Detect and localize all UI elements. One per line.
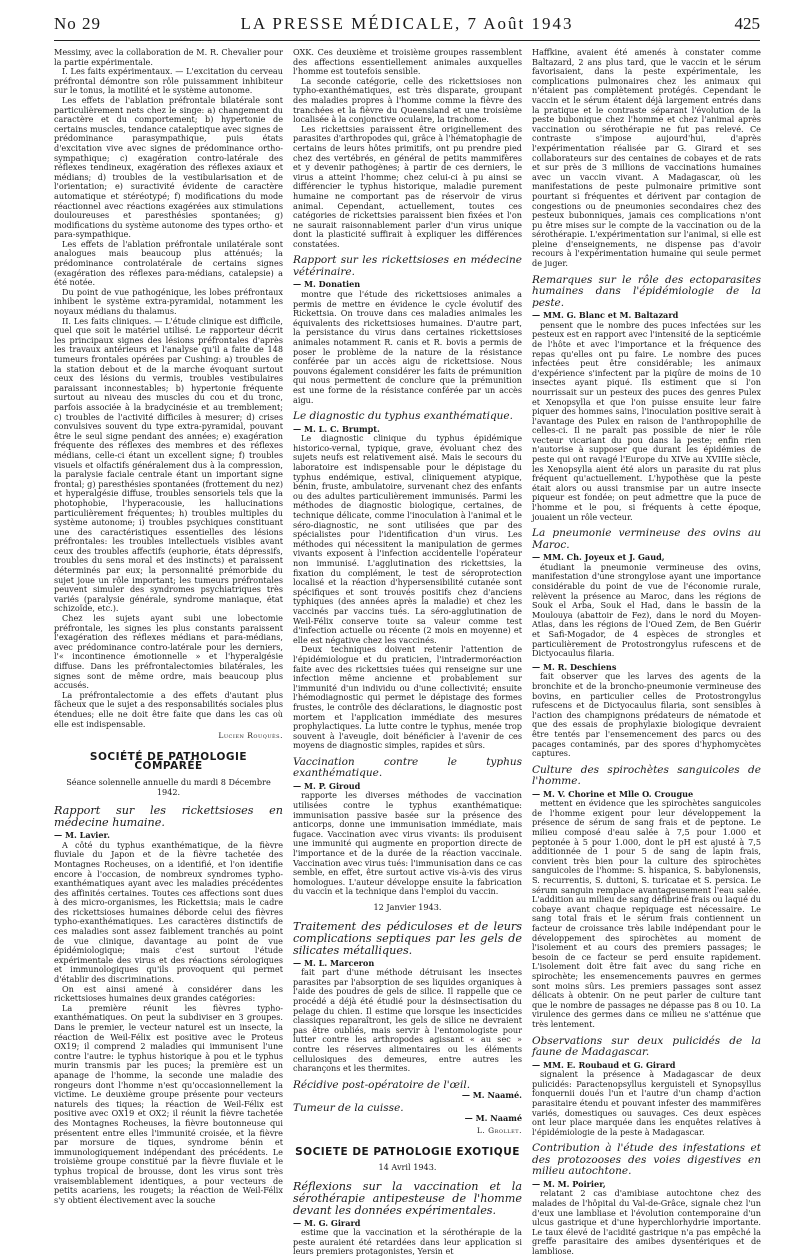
column-right bbox=[532, 47, 761, 1256]
paragraph: I. Les faits expérimentaux. — L'excitation du cerveau préfrontal démontre son rôle puissamment inhibiteur sur le tonus, la motilité et le système autonome. bbox=[54, 66, 283, 96]
article-title: Contribution à l'étude des infestations et des protozooses des voies digestives en milieu autochtone. bbox=[532, 1142, 761, 1178]
article-author: — M. P. Giroud bbox=[293, 780, 361, 791]
article-author: — M. V. Chorine et Mlle O. Crougue bbox=[532, 788, 694, 799]
paragraph: A côté du typhus exanthématique, de la fièvre fluviale du Japon et de la fièvre tachetée des Montagnes Rocheuses, on a identifié, et l'on identifie encore à l'occasion, de nombreux syndromes typho-exanthématiques ayant avec les maladies précédentes des affinités certaines. Toutes ces affections sont dues à des micro-organismes, les Rickettsia; mais le cadre des rickettsioses humaines déborde celui des fièvres typho-exanthématiques. Les caractères distinctifs de ces maladies sont assez faiblement tranchés au point de vue clinique, davantage au point de vue épidémiologique; mais c'est surtout l'étude expérimentale des virus et des réactions sérologiques et immunologiques qu'ils provoquent qui permet d'établir des discriminations. bbox=[54, 839, 283, 985]
paragraph: Chez les sujets ayant subi une lobectomie préfrontale, les signes les plus constants paraissent l'exagération des réflexes médians et para-médians, avec prédominance contro-latérale pour les derniers, l'« incontinence émotionnelle » et l'hyperalgésie diffuse. Dans les préfrontalectomies bilatérales, les signes sont de même ordre, mais beaucoup plus accusés. bbox=[54, 613, 283, 691]
paragraph: relatant 2 cas d'amibiase autochtone chez des malades de l'hôpital du Val-de-Grâce, signale chez l'un d'eux une lambliase et l'évolution contemporaine d'un ulcus gastrique et d'une hyperchlorhydrie importante. Le taux élevé de l'acidité gastrique n'a pas empêché la greffe parasitaire des amibes dysentériques et de lambliose. bbox=[532, 1188, 761, 1256]
paragraph: fait part d'une méthode détruisant les insectes parasites par l'absorption de ses liquides organiques à l'aide des poudres de gels de silice. Il rappelle que ce procédé a déjà été étudié pour la désinsectisation du pelage du chien. Il estime que lorsque les insecticides classiques reparaîtront, les gels de silice ne devraient pas être oubliés, mais servir à l'entomologiste pour lutter contre les arthropodes agissant « au sec » contre les réserves alimentaires ou les éléments cellulosiques des demeures, entre autres les charançons et les thermites. bbox=[293, 967, 522, 1074]
article-author: — M. Naamé bbox=[464, 1113, 522, 1124]
article-author: — M. M. Poirier, bbox=[532, 1178, 606, 1189]
header-rule bbox=[54, 40, 760, 41]
column-middle bbox=[293, 47, 522, 1257]
paragraph: rapporte les diverses méthodes de vaccination utilisées contre le typhus exanthématique: immunisation passive basée sur la présence des anticorps, donne une immunisation immédiate, mais fugace. Vaccination avec virus vivants: ils produisent une immunité qui augmente en proportion directe de l'importance et de la durée de la réaction vaccinale. Vaccination avec virus tués: l'immunisation dans ce cas semble, en effet, être surtout active vis-à-vis des virus homologues. L'auteur développe ensuite la fabrication du vaccin et la technique dans l'emploi du vaccin. bbox=[293, 790, 522, 897]
paragraph: Les effets de l'ablation préfrontale unilatérale sont analogues mais beaucoup plus atténués; la prédominance controlatérale de certains signes (exagération des réflexes para-médians, catalepsie) a été notée. bbox=[54, 238, 283, 288]
article-title: Remarques sur le rôle des ectoparasites humaines dans l'épidémiologie de la peste. bbox=[532, 273, 761, 309]
paragraph: montre que l'étude des rickettsioses animales a permis de mettre en évidence le cycle évolutif des Rickettsia. On trouve dans ces maladies animales les équivalents des rickettsioses humaines. D'autre part, la persistance du virus dans certaines rickettsioses animales notamment R. canis et R. bovis a permis de poser le problème de la nature de la résistance conférée par un accès aigu de rickettsiose. Nous pouvons également considérer les faits de prémunition qui nous permettent de conclure que la prémunition est une forme de la résistance conférée par un accès aigu. bbox=[293, 289, 522, 405]
article-author: — MM. E. Roubaud et G. Girard bbox=[532, 1059, 676, 1070]
page-number: 425 bbox=[734, 14, 760, 33]
paragraph: La seconde catégorie, celle des rickettsioses non typho-exanthématiques, est très disparate, groupant des maladies propres à l'homme comme la fièvre des tranchées et la fièvre du Queensland et une troisième localisée à la conjonctive oculaire, la trachome. bbox=[293, 75, 522, 125]
paragraph: étudiant la pneumonie vermineuse des ovins, manifestation d'une strongylose ayant une importance considérable du point de vue de l'économie rurale, relèvent la présence au Maroc, dans les régions de Souk el Arba, Souk el Had, dans le bassin de la Moulouya (abattoir de Fez), dans le nord du Moyen-Atlas, dans les régions de l'Oued Zem, de Ben Guérir et Safi-Mogador, de 4 espèces de strongles et particulièrement de Protostrongylus rufescens et de Dictyocaulus filaria. bbox=[532, 561, 761, 659]
article-title: Le diagnostic du typhus exanthématique. bbox=[293, 410, 513, 423]
session-date: Séance solennelle annuelle du mardi 8 Décembre 1942. bbox=[66, 776, 271, 797]
paragraph: II. Les faits cliniques. — L'étude clinique est difficile, quel que soit le matériel utilisé. Le rapporteur décrit les principaux signes des lésions préfrontales d'après les travaux antérieurs et l'analyse qu'il a faite de 148 tumeurs frontales opérées par Cushing: a) troubles de la station debout et de la marche évoquant surtout ceux des lésions du vermis, troubles vestibulaires paraissant inconnestables; b) hypertonie fréquente surtout au niveau des muscles du cou et du tronc, parfois associée à la bradycinésie et au tremblement; c) troubles de l'activité difficiles à mesurer; d) crises convulsives souvent du type extra-pyramidal, pouvant être le seul signe pendant des années; e) exagération fréquente des réflexes des membres et des réflexes médians, celle-ci étant un excellent signe; f) troubles visuels et olfactifs généralement dus à la compression, la paralysie faciale centrale étant un important signe frontal; g) paresthésies spontanées (frottement du nez) et hyperalgésie diffuse, troubles sensoriels tels que la photophobie, l'hyperacousie, les hallucinations particulièrement fréquentes; h) troubles multiples du système autonome; i) troubles psychiques constituant une des caractéristiques essentielles des lésions préfrontales: les troubles intellectuels visibles avant ceux des troubles affectifs (euphorie, états dépressifs, troubles du sens moral et des instincts) et paraissent déterminés par eux; la personnalité prémorbide du sujet joue un rôle important; les tumeurs préfrontales peuvent simuler des syndromes psychiatriques très variés (paralysie générale, syndrome maniaque, état schizoïde, etc.). bbox=[54, 315, 283, 614]
paragraph: Le diagnostic clinique du typhus épidémique historico-vernal, typique, grave, évoluant chez des sujets neufs est relativement aisé. Mais le secours du laboratoire est indispensable pour le dépistage du typhus endémique, estival, cliniquement atypique, bénin, fruste, ambulatoire, survenant chez des enfants ou des adultes particulièrement immunisés. Parmi les méthodes de diagnostic biologique, certaines, de technique délicate, comme l'inoculation à l'animal et le séro-diagnostic, ne sont utilisées que par des spécialistes pour l'identification d'un virus. Les méthodes qui nécessitent la manipulation de germes vivants exposent à l'infection accidentelle l'opérateur non immunisé. L'agglutination des rickettsies, la fixation du complément, le test de séroprotection localisé et la réaction d'hypersensibilité cutanée sont spécifiques et sont trouvés positifs chez d'anciens typhiques (des années après la maladie) et chez les vaccinés par vaccins tués. La séro-agglutination de Weil-Félix conserve toute sa valeur comme test d'infection actuelle ou récente (2 mois en moyenne) et elle est négative chez les vaccinés. bbox=[293, 433, 522, 645]
paragraph: On est ainsi amené à considérer dans les rickettsioses humaines deux grandes catégories: bbox=[54, 983, 283, 1004]
column-left bbox=[54, 47, 283, 1205]
article-author: — M. Naamé. bbox=[461, 1090, 522, 1101]
paragraph: pensent que le nombre des puces infectées sur les pesteux est en rapport avec l'intensité de la septicémie de l'hôte et avec l'importance et la fréquence des repas qu'elles ont pu faire. Le nombre des puces infectées peut être considérable; les animaux d'expérience s'infectent par la piqûre de moins de 10 insectes ayant piqué. Ils estiment que si l'on nourrissait sur un pesteux des puces des genres Pulex et Xenopsylla et que l'on puisse ensuite leur faire piquer des hommes sains, l'inoculation positive serait à l'avantage des Pulex en raison de l'anthropophilie de celles-ci. Il ne paraît pas possible de nier le rôle vecteur vicariant du pou dans la peste; enfin rien n'autorise à supposer que durant les épidémies de peste qui ont ravagé l'Europe du XIVe au XVIIIe siècle, les Xenopsylla aient été alors un parasite du rat plus fréquent qu'actuellement. L'hypothèse que la peste était alors ou aussi transmise par un autre insecte piqueur est fondée; on peut admettre que la puce de l'homme et le pou, si fréquents à cette époque, jouaient un rôle vecteur. bbox=[532, 319, 761, 522]
article-title: Vaccination contre le typhus exanthématique. bbox=[293, 755, 522, 780]
session-date: 12 Janvier 1943. bbox=[373, 902, 442, 912]
paragraph: Du point de vue pathogénique, les lobes préfrontaux inhibent le système extra-pyramidal, notamment les noyaux médians du thalamus. bbox=[54, 286, 283, 317]
paragraph: fait observer que les larves des agents de la bronchite et de la broncho-pneumonie vermineuse des bovins, en particulier celles de Protostrongylus rufescens et de Dictyocaulus filaria, sont sensibles à l'action des champignons prédateurs de nématode et que des essais de prophylaxie biologique devraient être tentés par l'ensemencement des parcs ou des pacages contaminés, par des spores d'hyphomycètes captures. bbox=[532, 671, 761, 759]
article-title: Tumeur de la cuisse. bbox=[293, 1101, 404, 1114]
article-title: Rapport sur les rickettsioses en médecine vétérinaire. bbox=[293, 254, 522, 278]
journal-title: LA PRESSE MÉDICALE, 7 Août 1943 bbox=[240, 14, 574, 33]
section-heading: SOCIETE DE PATHOLOGIE EXOTIQUE bbox=[295, 1145, 520, 1158]
paragraph: La préfrontalectomie a des effets d'autant plus fâcheux que le sujet a des responsabilités sociales plus étendues; elle ne doit être faite que dans les cas où elle est indispensable. bbox=[54, 689, 283, 729]
article-author: — MM. Ch. Joyeux et J. Gaud, bbox=[532, 552, 665, 563]
page-header bbox=[54, 14, 760, 38]
article-title: Observations sur deux pulicidés de la faune de Madagascar. bbox=[532, 1034, 761, 1059]
author-signature: Lucien Rouquès. bbox=[218, 731, 283, 741]
paragraph: signalent la présence à Madagascar de deux pulicidés: Paractenopsyllus kerguisteli et Synopsyllus fonquernii doués l'un et l'autre d'un champ d'action parasitaire étendu et pouvant infester des mammifères variés, domestiques ou sauvages. Ces deux espèces ont leur place marquée dans les enquêtes relatives à l'épidémiologie de la peste à Madagascar. bbox=[532, 1069, 761, 1137]
paragraph: Haffkine, avaient été amenés à constater comme Baltazard, 2 ans plus tard, que le vaccin et le sérum favorisaient, dans la peste expérimentale, les complications pulmonaires chez les animaux qui n'étaient pas complètement protégés. Cependant le vaccin et le sérum étaient déjà largement entrés dans la pratique et le contraste séparant l'évolution de la peste bubonique chez l'homme et chez l'animal après vaccination ou sérothérapie ne fut pas relevé. Ce contraste s'impose aujourd'hui, d'après l'expérimentation réalisée par G. Girard et ses collaborateurs sur des centaines de cobayes et de rats et sur près de 3 millions de vaccinations humaines avec un vaccin vivant. A Madagascar, où les manifestations de peste pulmonaire primitive sont pourtant si fréquentes et dérivent par contagion de congestions ou de pneumonies secondaires chez des pesteux bubonniques, jamais ces complications n'ont pu être mises sur le compte de la vaccination ou de la sérothérapie. L'expérimentation sur l'animal, si elle est pleine d'enseignements, ne dispense pas d'avoir recours à l'expérimentation humaine qui seule permet de juger. bbox=[532, 47, 761, 269]
paragraph: Les effets de l'ablation préfrontale bilatérale sont particulièrement nets chez le singe: a) changement du caractère et du comportement; b) hypertonie de certains muscles, tendance cataleptique avec signes de prédominance parasympathique, puis états d'excitation vive avec signes de prédominance ortho-sympathique; c) exagération contro-latérale des réflexes tendineux, exagération des réflexes axiaux et médians; d) troubles de la vestibularisation et de l'orientation; e) suractivité évidente de caractère automatique et stéréotypé; f) modifications du mode réactionnel avec réactions exagérées aux stimulations douloureuses et paresthésies spontanées; g) modifications du système autonome des types ortho- et para-sympathique. bbox=[54, 94, 283, 240]
article-author: — M. G. Girard bbox=[293, 1217, 361, 1228]
article-title: Culture des spirochètes sanguicoles de l'homme. bbox=[532, 763, 761, 788]
article-author: — M. Donatien bbox=[293, 279, 361, 290]
article-title: Rapport sur les rickettsioses en médecine humaine. bbox=[54, 804, 283, 830]
article-author: — MM. G. Blanc et M. Baltazard bbox=[532, 310, 679, 321]
author-signature: L. Grollet. bbox=[476, 1125, 522, 1135]
paragraph: Deux techniques doivent retenir l'attention de l'épidémiologue et du praticien, l'intradermoréaction faite avec des rickettsies tuées qui renseigne sur une infection même ancienne et probablement sur l'immunité d'un individu ou d'une collectivité; ensuite l'hémodiagnostic qui permet le dépistage des formes frustes, le contrôle des déclarations, le diagnostic post mortem et l'application immédiate des mesures prophylactiques. La lutte contre le typhus, menée trop souvent à l'aveugle, doit bénéficier à l'avenir de ces moyens de diagnostic simples, rapides et sûrs. bbox=[293, 644, 522, 751]
paragraph: OXK. Ces deuxième et troisième groupes rassemblent des affections essentiellement animales auxquelles l'homme est toutefois sensible. bbox=[293, 47, 522, 77]
paragraph: estime que la vaccination et la sérothérapie de la peste auraient été retardées dans leur application si leurs premiers protagonistes, Yersin et bbox=[293, 1227, 522, 1257]
article-author: — M. L. Marceron bbox=[293, 957, 375, 968]
article-title: Traitement des pédiculoses et de leurs complications septiques par les gels de silicates métalliques. bbox=[293, 919, 522, 957]
article-title: La pneumonie vermineuse des ovins au Maroc. bbox=[532, 527, 761, 551]
article-title: Réflexions sur la vaccination et la sérothérapie antipesteuse de l'homme devant les données expérimentales. bbox=[293, 1179, 522, 1217]
paragraph: mettent en évidence que les spirochètes sanguicoles de l'homme exigent pour leur développement la présence de sérum de sang frais et de peptone. Le milieu composé d'eau salée à 7,5 pour 1.000 et peptonée à 5 pour 1.000, dont le pH est ajusté à 7,5 additionnée de 1 pour 5 de sang de lapin frais, convient très bien pour la culture des spirochètes sanguicoles de l'homme: S. hispanica, S. babylonensis, S. recurrentis, S. duttoni, S. turicatae et S. persica. Le sérum sanguin remplace avantageusement l'eau salée. L'addition au milieu de sang défibriné frais ou laqué du cobaye avant chaque repiquage est nécessaire. Le sang total frais et le sérum frais contiennent un facteur de croissance très labile indépendant pour le développement des spirochètes au moment de l'isolement et au cours des premiers passages; le besoin de ce facteur se perd ensuite rapidement. L'isolement doit être fait avec du sang riche en spirochète; les ensemencements pauvres en germes sont moins sûrs. Les premiers passages sont assez délicats à obtenir. On ne peut parler de culture tant que le nombre de passages ne dépasse pas 8 ou 10. La virulence des germes dans ce milieu ne s'atténue que très lentement. bbox=[532, 798, 761, 1029]
article-title: Récidive post-opératoire de l'œil. bbox=[293, 1078, 471, 1091]
section-heading: SOCIÉTÉ DE PATHOLOGIE COMPARÉE bbox=[89, 750, 248, 773]
article-author: — M. Lavier. bbox=[54, 830, 110, 841]
issue-number: No 29 bbox=[54, 14, 102, 33]
session-date: 14 Avril 1943. bbox=[378, 1162, 437, 1173]
paragraph: La première réunit les fièvres typho-exanthématiques. On peut la subdiviser en 3 groupes. Dans le premier, le vecteur naturel est un insecte, la réaction de Weil-Félix est positive avec le Proteus OX19; il comprend 2 maladies qui immunisent l'une contre l'autre: le typhus historique à pou et le typhus murin transmis par les puces; la première est un apanage de l'homme, la seconde une maladie des rongeurs dont l'homme n'est qu'occasionnellement la victime. Le deuxième groupe présente pour vecteurs naturels des tiques; la réaction de Weil-Félix est positive avec OX19 et OX2; il réunit la fièvre tachetée des Montagnes Rocheuses, la fièvre boutonneuse qui présentent entre elles l'immunité croisée, et la fièvre par morsure de tiques, syndrome bénin et immunologiquement indépendant des précédents. Le troisième groupe constitué par la fièvre fluviale et le typhus tropical de brousse, dont les virus sont très vraisemblablement identiques, a pour vecteurs de petits acariens, les rougets; la réaction de Weil-Félix s'y obtient électivement avec la souche bbox=[54, 1002, 283, 1205]
paragraph: Les rickettsies paraissent être originellement des parasites d'arthropodes qui, grâce à l'hématophagie de certains de leurs hôtes primitifs, ont pu prendre pied chez des vertébrés, en général de petits mammifères et y devenir pathogènes; à partir de ces derniers, le virus a atteint l'homme; chez celui-ci à pu ainsi se différencier le typhus historique, maladie purement humaine ne comportant pas de réservoir de virus animal. Cependant, actuellement, toutes ces catégories de rickettsies paraissent bien fixées et l'on ne saurait raisonnablement parler d'un virus unique dont la plasticité suffirait à expliquer les différences constatées. bbox=[293, 123, 522, 249]
paragraph: Messimy, avec la collaboration de M. R. Chevalier pour la partie expérimentale. bbox=[54, 47, 283, 67]
article-author: — M. R. Deschiens bbox=[532, 661, 617, 672]
article-author: — M. L. C. Brumpt. bbox=[293, 423, 380, 434]
